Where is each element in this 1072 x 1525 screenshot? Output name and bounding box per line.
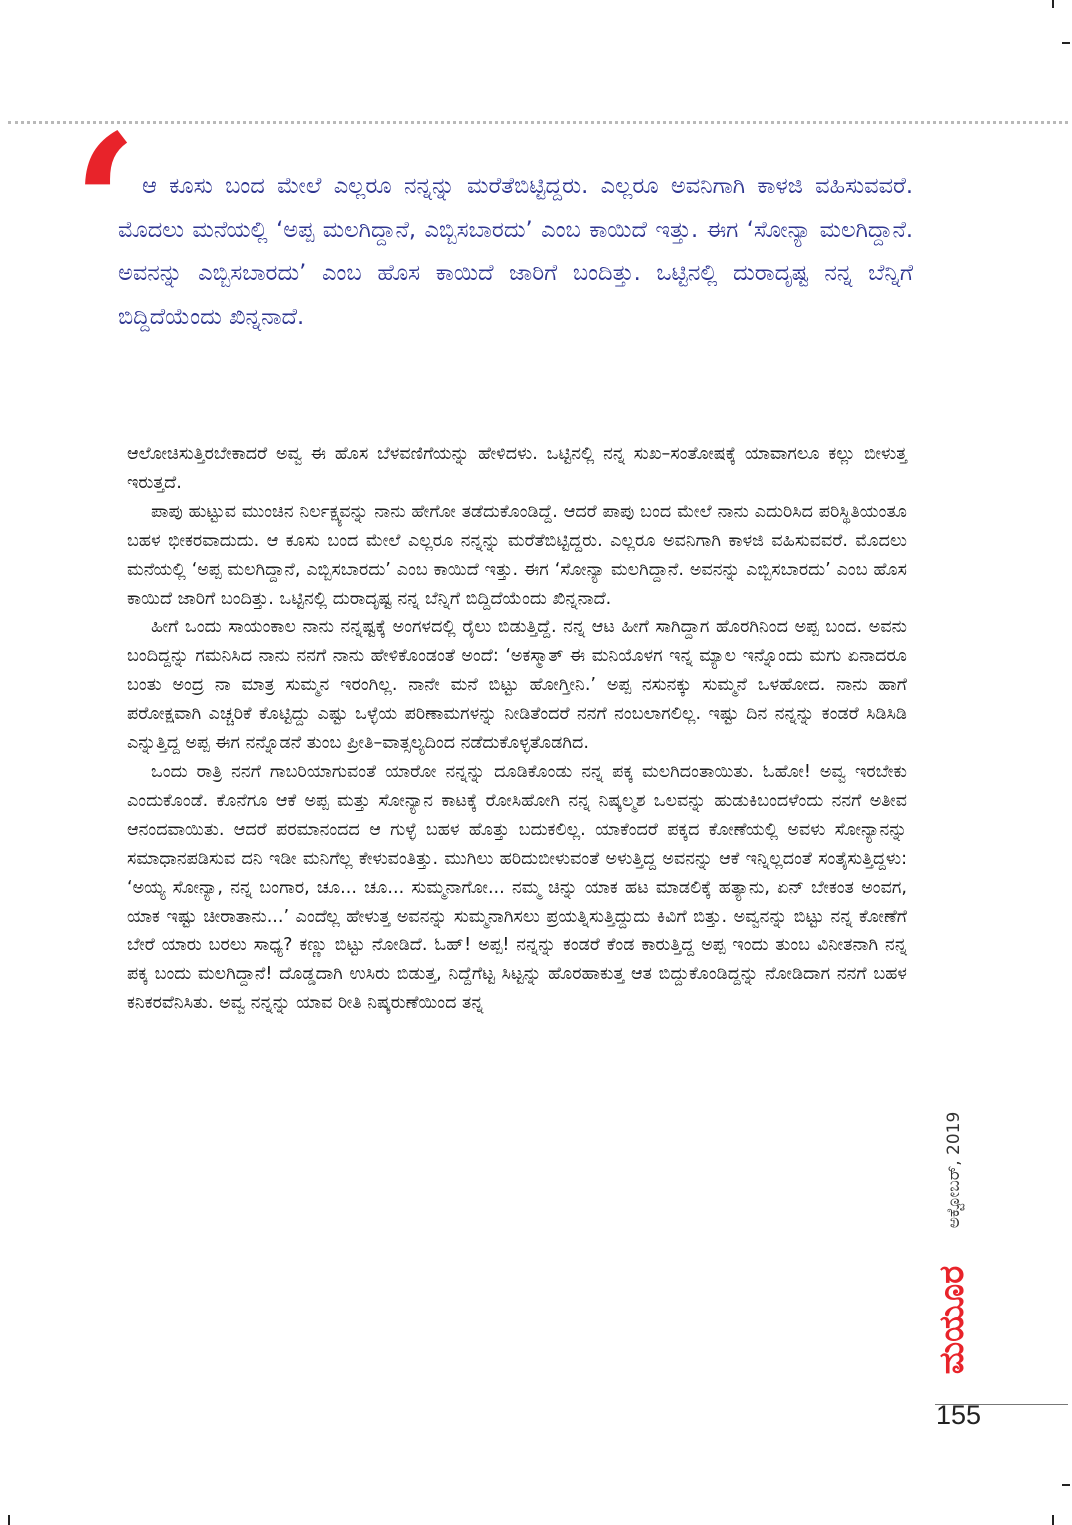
crop-mark-top bbox=[1052, 0, 1054, 8]
pull-quote bbox=[118, 165, 913, 339]
paragraph: ಆಲೋಚಿಸುತ್ತಿರಬೇಕಾದರೆ ಅವ್ವ ಈ ಹೊಸ ಬೆಳವಣಿಗೆಯನ್ನು ಹೇಳಿದಳು. ಒಟ್ಟಿನಲ್ಲಿ ನನ್ನ ಸುಖ–ಸಂತೋಷಕ್ಕೆ ಯಾವಾಗಲೂ ಕಲ್ಲು ಬೀಳುತ್ತ ಇರುತ್ತದೆ. bbox=[127, 444, 907, 493]
quote-mark-icon: ‘ bbox=[72, 93, 139, 316]
paragraph: ಹೀಗೆ ಒಂದು ಸಾಯಂಕಾಲ ನಾನು ನನ್ನಷ್ಟಕ್ಕೆ ಅಂಗಳದಲ್ಲಿ ರೈಲು ಬಿಡುತ್ತಿದ್ದೆ. ನನ್ನ ಆಟ ಹೀಗೆ ಸಾಗಿದ್ದಾಗ ಹೊರಗಿನಿಂದ ಅಪ್ಪ ಬಂದ. ಅವನು ಬಂದಿದ್ದನ್ನು ಗಮನಿಸಿದ ನಾನು ನನಗೆ ನಾನು ಹೇಳಿಕೊಂಡಂತೆ ಅಂದೆ: ‘ಅಕಸ್ಮಾತ್ ಈ ಮನಿಯೊಳಗ ಇನ್ನ ಮ್ಯಾಲ ಇನ್ನೊಂದು ಮಗು ಏನಾದರೂ ಬಂತು ಅಂದ್ರ ನಾ ಮಾತ್ರ ಸುಮ್ಮನ ಇರಂಗಿಲ್ಲ. ನಾನೇ ಮನೆ ಬಿಟ್ಟು ಹೋಗ್ತೀನಿ.’ ಅಪ್ಪ ನಸುನಕ್ಕು ಸುಮ್ಮನೆ ಒಳಹೋದ. ನಾನು ಹಾಗೆ ಪರೋಕ್ಷವಾಗಿ ಎಚ್ಚರಿಕೆ ಕೊಟ್ಟಿದ್ದು ಎಷ್ಟು ಒಳ್ಳೆಯ ಪರಿಣಾಮಗಳನ್ನು ನೀಡಿತೆಂದರೆ ನನಗೆ ನಂಬಲಾಗಲಿಲ್ಲ. ಇಷ್ಟು ದಿನ ನನ್ನನ್ನು ಕಂಡರೆ ಸಿಡಿಸಿಡಿ ಎನ್ನುತ್ತಿದ್ದ ಅಪ್ಪ ಈಗ ನನ್ನೊಡನೆ ತುಂಬ ಪ್ರೀತಿ–ವಾತ್ಸಲ್ಯದಿಂದ ನಡೆದುಕೊಳ್ಳತೊಡಗಿದ. bbox=[127, 617, 907, 754]
dotted-separator bbox=[8, 121, 1068, 124]
issue-date-text: ಅಕ್ಟೋಬರ್, 2019 bbox=[944, 1111, 964, 1229]
magazine-name-text: ಮಯೂರ bbox=[932, 1265, 972, 1375]
crop-mark-bottom-right bbox=[1052, 1515, 1054, 1525]
page-number: 155 bbox=[936, 1400, 982, 1430]
issue-date bbox=[934, 1070, 974, 1270]
paragraph: ಒಂದು ರಾತ್ರಿ ನನಗೆ ಗಾಬರಿಯಾಗುವಂತೆ ಯಾರೋ ನನ್ನನ್ನು ದೂಡಿಕೊಂಡು ನನ್ನ ಪಕ್ಕ ಮಲಗಿದಂತಾಯಿತು. ಓಹೋ! ಅವ್ವ ಇರಬೇಕು ಎಂದುಕೊಂಡೆ. ಕೊನೆಗೂ ಆಕೆ ಅಪ್ಪ ಮತ್ತು ಸೋನ್ಯಾನ ಕಾಟಕ್ಕೆ ರೋಸಿಹೋಗಿ ನನ್ನ ನಿಷ್ಕಲ್ಮಶ ಒಲವನ್ನು ಹುಡುಕಿಬಂದಳೆಂದು ನನಗೆ ಅತೀವ ಆನಂದವಾಯಿತು. ಆದರೆ ಪರಮಾನಂದದ ಆ ಗುಳ್ಳೆ ಬಹಳ ಹೊತ್ತು ಬದುಕಲಿಲ್ಲ. ಯಾಕೆಂದರೆ ಪಕ್ಕದ ಕೋಣೆಯಲ್ಲಿ ಅವಳು ಸೋನ್ಯಾನನ್ನು ಸಮಾಧಾನಪಡಿಸುವ ದನಿ ಇಡೀ ಮನಿಗೆಲ್ಲ ಕೇಳುವಂತಿತ್ತು. ಮುಗಿಲು ಹರಿದುಬೀಳುವಂತೆ ಅಳುತ್ತಿದ್ದ ಅವನನ್ನು ಆಕೆ ಇನ್ನಿಲ್ಲದಂತೆ ಸಂತೈಸುತ್ತಿದ್ದಳು: ‘ಅಯ್ಯ ಸೋನ್ಯಾ, ನನ್ನ ಬಂಗಾರ, ಚೂ... ಚೂ... ಸುಮ್ಮನಾಗೋ... ನಮ್ಮ ಚಿನ್ನು ಯಾಕ ಹಟ ಮಾಡಲಿಕ್ಕೆ ಹತ್ಯಾನು, ಏನ್ ಬೇಕಂತ ಅಂವಗ, ಯಾಕ ಇಷ್ಟು ಚೀರಾತಾನು...’ ಎಂದೆಲ್ಲ ಹೇಳುತ್ತ ಅವನನ್ನು ಸುಮ್ಮನಾಗಿಸಲು ಪ್ರಯತ್ನಿಸುತ್ತಿದ್ದುದು ಕಿವಿಗೆ ಬಿತ್ತು. ಅವ್ವನನ್ನು ಬಿಟ್ಟು ನನ್ನ ಕೋಣೆಗೆ ಬೇರೆ ಯಾರು ಬರಲು ಸಾಧ್ಯ? ಕಣ್ಣು ಬಿಟ್ಟು ನೋಡಿದೆ. ಓಹ್! ಅಪ್ಪ! ನನ್ನನ್ನು ಕಂಡರೆ ಕೆಂಡ ಕಾರುತ್ತಿದ್ದ ಅಪ್ಪ ಇಂದು ತುಂಬ ವಿನೀತನಾಗಿ ನನ್ನ ಪಕ್ಕ ಬಂದು ಮಲಗಿದ್ದಾನೆ! ದೊಡ್ಡದಾಗಿ ಉಸಿರು ಬಿಡುತ್ತ, ನಿದ್ದೆಗೆಟ್ಟ ಸಿಟ್ಟನ್ನು ಹೊರಹಾಕುತ್ತ ಆತ ಬಿದ್ದುಕೊಂಡಿದ್ದನ್ನು ನೋಡಿದಾಗ ನನಗೆ ಬಹಳ ಕನಿಕರವೆನಿಸಿತು. ಅವ್ವ ನನ್ನನ್ನು ಯಾವ ರೀತಿ ನಿಷ್ಕರುಣೆಯಿಂದ ತನ್ನ bbox=[127, 761, 907, 1014]
crop-mark-right-top bbox=[1062, 42, 1070, 44]
crop-mark-bottom-left bbox=[8, 1515, 10, 1525]
magazine-name bbox=[928, 1250, 976, 1390]
paragraph: ಪಾಪು ಹುಟ್ಟುವ ಮುಂಚಿನ ನಿರ್ಲಕ್ಷ್ಯವನ್ನು ನಾನು ಹೇಗೋ ತಡೆದುಕೊಂಡಿದ್ದೆ. ಆದರೆ ಪಾಪು ಬಂದ ಮೇಲೆ ನಾನು ಎದುರಿಸಿದ ಪರಿಸ್ಥಿತಿಯಂತೂ ಬಹಳ ಭೀಕರವಾದುದು. ಆ ಕೂಸು ಬಂದ ಮೇಲೆ ಎಲ್ಲರೂ ನನ್ನನ್ನು ಮರೆತೆಬಿಟ್ಟಿದ್ದರು. ಎಲ್ಲರೂ ಅವನಿಗಾಗಿ ಕಾಳಜಿ ವಹಿಸುವವರೆ. ಮೊದಲು ಮನೆಯಲ್ಲಿ ‘ಅಪ್ಪ ಮಲಗಿದ್ದಾನೆ, ಎಬ್ಬಿಸಬಾರದು’ ಎಂಬ ಕಾಯಿದೆ ಇತ್ತು. ಈಗ ‘ಸೋನ್ಯಾ ಮಲಗಿದ್ದಾನೆ. ಅವನನ್ನು ಎಬ್ಬಿಸಬಾರದು’ ಎಂಬ ಹೊಸ ಕಾಯಿದೆ ಜಾರಿಗೆ ಬಂದಿತ್ತು. ಒಟ್ಟಿನಲ್ಲಿ ದುರಾದೃಷ್ಟ ನನ್ನ ಬೆನ್ನಿಗೆ ಬಿದ್ದಿದೆಯೆಂದು ಖಿನ್ನನಾದೆ. bbox=[127, 501, 907, 609]
article-body bbox=[127, 440, 907, 1018]
pull-quote-text: ಆ ಕೂಸು ಬಂದ ಮೇಲೆ ಎಲ್ಲರೂ ನನ್ನನ್ನು ಮರೆತೆಬಿಟ್ಟಿದ್ದರು. ಎಲ್ಲರೂ ಅವನಿಗಾಗಿ ಕಾಳಜಿ ವಹಿಸುವವರೆ. ಮೊದಲು ಮನೆಯಲ್ಲಿ ‘ಅಪ್ಪ ಮಲಗಿದ್ದಾನೆ, ಎಬ್ಬಿಸಬಾರದು’ ಎಂಬ ಕಾಯಿದೆ ಇತ್ತು. ಈಗ ‘ಸೋನ್ಯಾ ಮಲಗಿದ್ದಾನೆ. ಅವನನ್ನು ಎಬ್ಬಿಸಬಾರದು’ ಎಂಬ ಹೊಸ ಕಾಯಿದೆ ಜಾರಿಗೆ ಬಂದಿತ್ತು. ಒಟ್ಟಿನಲ್ಲಿ ದುರಾದೃಷ್ಟ ನನ್ನ ಬೆನ್ನಿಗೆ ಬಿದ್ದಿದೆಯೆಂದು ಖಿನ್ನನಾದೆ. bbox=[118, 173, 913, 330]
crop-mark-right-bottom bbox=[1062, 1484, 1070, 1486]
